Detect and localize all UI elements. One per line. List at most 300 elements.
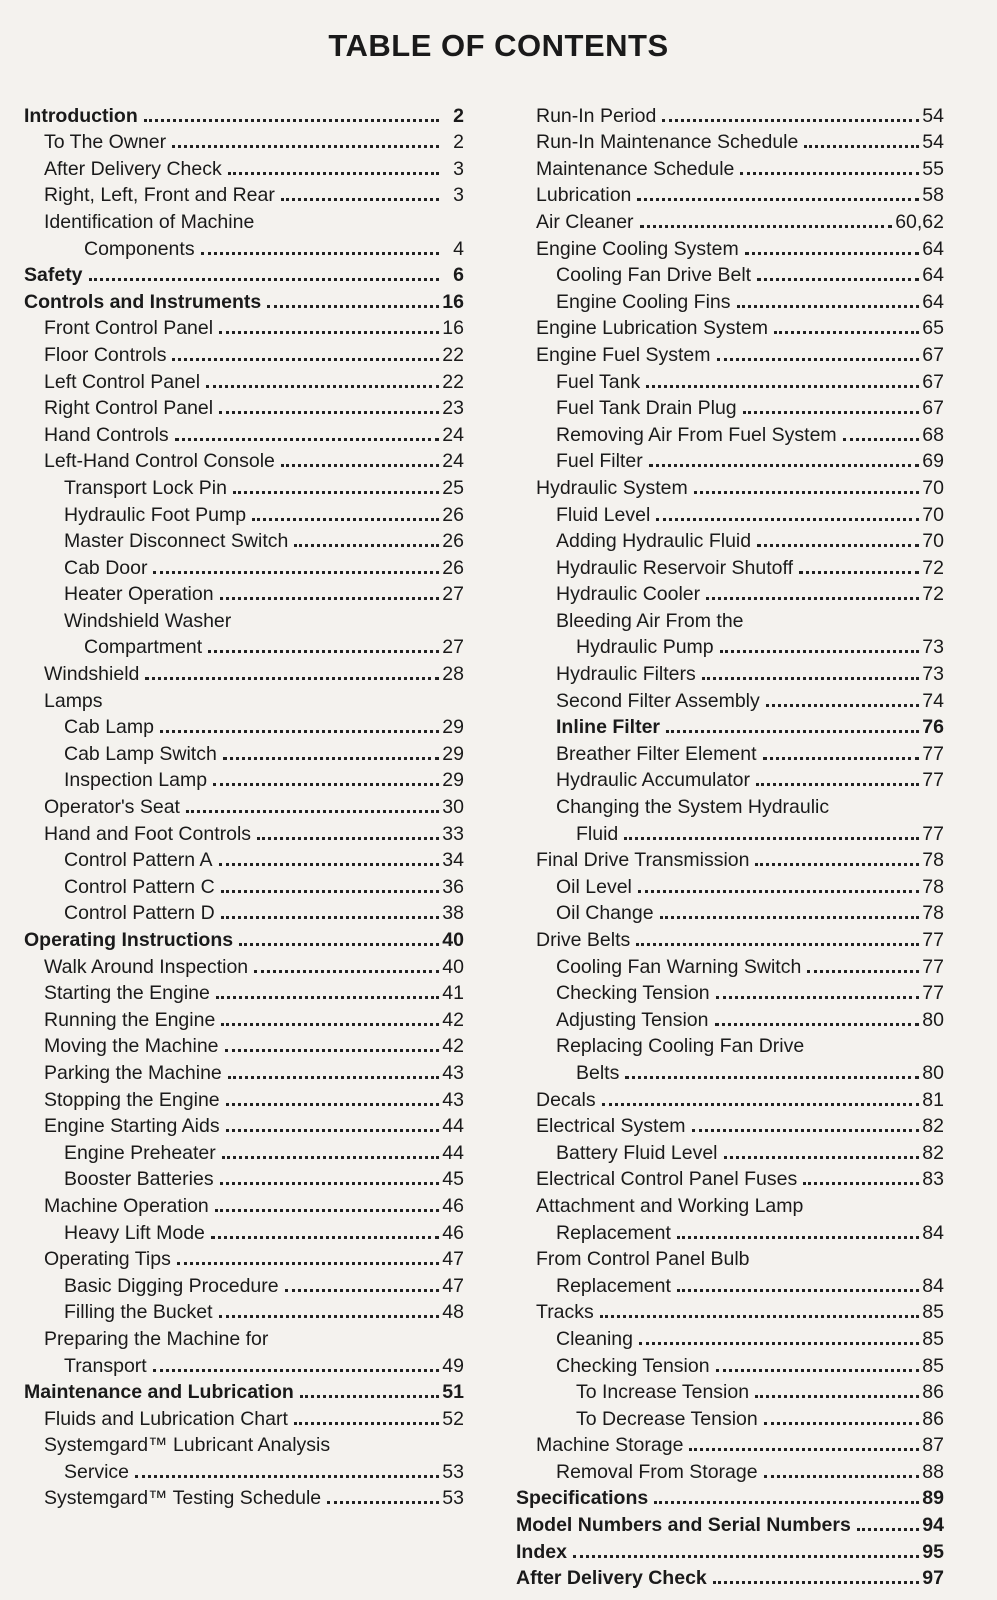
- toc-entry-label: Floor Controls: [44, 343, 167, 366]
- toc-entry-heater-operation[interactable]: [24, 579, 464, 606]
- toc-entry-label: Hand Controls: [44, 423, 169, 446]
- toc-entry-maintenance-and-lubrication[interactable]: [24, 1377, 464, 1404]
- toc-entry-to-increase-tension[interactable]: [516, 1377, 944, 1404]
- toc-entry-page-number: 23: [442, 397, 464, 420]
- toc-entry-label: Cooling Fan Drive Belt: [556, 264, 752, 287]
- toc-entry-page-number: 46: [442, 1194, 464, 1217]
- toc-entry-page-number: 67: [922, 397, 944, 420]
- toc-entry-page-number: 87: [922, 1434, 944, 1457]
- toc-entry-identification-of-machine[interactable]: [24, 206, 464, 233]
- toc-entry-left-hand-control-console[interactable]: [24, 446, 464, 473]
- toc-entry-page-number: 44: [442, 1141, 464, 1164]
- toc-entry-label: After Delivery Check: [44, 157, 222, 180]
- toc-entry-engine-preheater[interactable]: [24, 1137, 464, 1164]
- toc-entry-page-number: 3: [453, 184, 464, 207]
- toc-entry-page-number: 77: [922, 955, 944, 978]
- toc-entry-controls-and-instruments[interactable]: [24, 286, 464, 313]
- toc-entry-hydraulic-filters[interactable]: [516, 658, 944, 685]
- toc-right-column: [516, 100, 944, 1589]
- toc-entry-hydraulic-reservoir-shutoff[interactable]: [516, 552, 944, 579]
- toc-entry-page-number: 42: [442, 1035, 464, 1058]
- dot-leader: [716, 1369, 919, 1372]
- toc-entry-page-number: 36: [442, 875, 464, 898]
- toc-entry-label: Breather Filter Element: [556, 742, 757, 765]
- toc-entry-page-number: 74: [922, 689, 944, 712]
- toc-entry-label: Service: [64, 1460, 130, 1483]
- dot-leader: [715, 1023, 920, 1026]
- dot-leader: [175, 438, 439, 441]
- toc-entry-inspection-lamp[interactable]: [24, 765, 464, 792]
- dot-leader: [145, 677, 439, 680]
- dot-leader: [220, 1182, 439, 1185]
- toc-entry-engine-fuel-system[interactable]: [516, 339, 944, 366]
- dot-leader: [662, 119, 919, 122]
- toc-entry-filling-the-bucket[interactable]: [24, 1297, 464, 1324]
- toc-entry-label: Left-Hand Control Console: [44, 450, 275, 473]
- dot-leader: [689, 1448, 919, 1451]
- dot-leader: [807, 970, 919, 973]
- toc-entry-page-number: 88: [922, 1460, 944, 1483]
- dot-leader: [745, 252, 919, 255]
- toc-entry-label: Cab Lamp: [64, 716, 154, 739]
- toc-entry-label: Right Control Panel: [44, 397, 214, 420]
- toc-entry-label: Machine Operation: [44, 1194, 209, 1217]
- toc-entry-label: Windshield: [44, 663, 140, 686]
- toc-entry-label: Index: [516, 1540, 567, 1563]
- toc-entry-moving-the-machine[interactable]: [24, 1031, 464, 1058]
- toc-entry-control-pattern-c[interactable]: [24, 871, 464, 898]
- toc-entry-inline-filter[interactable]: [516, 712, 944, 739]
- toc-entry-label: Engine Fuel System: [536, 343, 711, 366]
- dot-leader: [216, 996, 439, 999]
- toc-entry-to-decrease-tension[interactable]: [516, 1403, 944, 1430]
- toc-entry-label: Run-In Period: [536, 104, 657, 127]
- toc-entry-label: To Increase Tension: [576, 1381, 750, 1404]
- toc-entry-label: Belts: [576, 1061, 620, 1084]
- dot-leader: [600, 1315, 919, 1318]
- toc-entry-page-number: 80: [922, 1008, 944, 1031]
- toc-entry-heavy-lift-mode[interactable]: [24, 1217, 464, 1244]
- dot-leader: [757, 544, 919, 547]
- toc-entry-lamps[interactable]: [24, 685, 464, 712]
- dot-leader: [766, 704, 919, 707]
- toc-entry-oil-change[interactable]: [516, 898, 944, 925]
- toc-entry-electrical-control-panel-fuses[interactable]: [516, 1164, 944, 1191]
- dot-leader: [220, 597, 439, 600]
- toc-entry-page-number: 6: [453, 264, 464, 287]
- toc-entry-label: Cab Lamp Switch: [64, 742, 217, 765]
- dot-leader: [640, 225, 893, 228]
- dot-leader: [803, 1182, 919, 1185]
- toc-entry-label: Running the Engine: [44, 1008, 216, 1031]
- toc-entry-label: Second Filter Assembly: [556, 689, 760, 712]
- toc-entry-page-number: 51: [442, 1381, 464, 1404]
- dot-leader: [206, 385, 439, 388]
- dot-leader: [764, 1475, 919, 1478]
- toc-entry-windshield[interactable]: [24, 658, 464, 685]
- toc-entry-walk-around-inspection[interactable]: [24, 951, 464, 978]
- toc-entry-label: Run-In Maintenance Schedule: [536, 131, 799, 154]
- toc-entry-page-number: 70: [922, 530, 944, 553]
- dot-leader: [208, 650, 439, 653]
- toc-entry-run-in-period[interactable]: [516, 100, 944, 127]
- toc-entry-engine-lubrication-system[interactable]: [516, 313, 944, 340]
- toc-entry-label: Introduction: [24, 104, 138, 127]
- toc-entry-hydraulic-cooler[interactable]: [516, 579, 944, 606]
- toc-entry-page-number: 46: [442, 1221, 464, 1244]
- toc-entry-adjusting-tension[interactable]: [516, 1004, 944, 1031]
- dot-leader: [677, 1236, 919, 1239]
- dot-leader: [228, 172, 439, 175]
- dot-leader: [654, 1501, 919, 1504]
- dot-leader: [215, 1209, 439, 1212]
- toc-entry-page-number: 26: [442, 556, 464, 579]
- toc-entry-label: Left Control Panel: [44, 370, 201, 393]
- toc-entry-label: Cooling Fan Warning Switch: [556, 955, 802, 978]
- toc-entry-hand-and-foot-controls[interactable]: [24, 818, 464, 845]
- toc-entry-engine-starting-aids[interactable]: [24, 1111, 464, 1138]
- toc-entry-label: Heavy Lift Mode: [64, 1221, 205, 1244]
- dot-leader: [804, 145, 919, 148]
- toc-entry-engine-cooling-system[interactable]: [516, 233, 944, 260]
- toc-entry-page-number: 77: [922, 982, 944, 1005]
- toc-entry-page-number: 83: [922, 1168, 944, 1191]
- toc-entry-page-number: 53: [442, 1460, 464, 1483]
- toc-entry-after-delivery-check[interactable]: [24, 153, 464, 180]
- dot-leader: [774, 331, 919, 334]
- toc-entry-replacing-cooling-fan-drive[interactable]: [516, 1031, 944, 1058]
- toc-entry-page-number: 29: [442, 716, 464, 739]
- toc-entry-from-control-panel-bulb[interactable]: [516, 1244, 944, 1271]
- toc-entry-safety[interactable]: [24, 260, 464, 287]
- toc-entry-page-number: 67: [922, 370, 944, 393]
- toc-entry-label: Transport Lock Pin: [64, 476, 227, 499]
- toc-entry-page-number: 22: [442, 370, 464, 393]
- toc-entry-operator-s-seat[interactable]: [24, 791, 464, 818]
- toc-entry-engine-cooling-fins[interactable]: [516, 286, 944, 313]
- toc-entry-page-number: 41: [442, 982, 464, 1005]
- dot-leader: [713, 1581, 919, 1584]
- toc-entry-master-disconnect-switch[interactable]: [24, 526, 464, 553]
- toc-entry-page-number: 28: [442, 663, 464, 686]
- dot-leader: [267, 305, 439, 308]
- toc-entry-operating-instructions[interactable]: [24, 924, 464, 951]
- dot-leader: [177, 1262, 439, 1265]
- toc-entry-page-number: 82: [922, 1141, 944, 1164]
- toc-entry-label: Tracks: [536, 1301, 594, 1324]
- toc-entry-page-number: 78: [922, 902, 944, 925]
- toc-entry-page-number: 58: [922, 184, 944, 207]
- toc-entry-second-filter-assembly[interactable]: [516, 685, 944, 712]
- dot-leader: [219, 1315, 440, 1318]
- toc-entry-page-number: 45: [442, 1168, 464, 1191]
- dot-leader: [755, 863, 919, 866]
- dot-leader: [211, 1236, 439, 1239]
- dot-leader: [300, 1395, 439, 1398]
- dot-leader: [717, 358, 919, 361]
- toc-entry-label: Decals: [536, 1088, 596, 1111]
- dot-leader: [692, 1129, 919, 1132]
- toc-entry-label: Fuel Tank Drain Plug: [556, 397, 737, 420]
- toc-entry-page-number: 97: [922, 1567, 944, 1590]
- toc-entry-page-number: 86: [922, 1407, 944, 1430]
- dot-leader: [294, 544, 439, 547]
- toc-entry-page-number: 2: [453, 131, 464, 154]
- toc-entry-page-number: 73: [922, 636, 944, 659]
- toc-entry-fluid-level[interactable]: [516, 499, 944, 526]
- toc-entry-cab-lamp[interactable]: [24, 712, 464, 739]
- toc-entry-belts[interactable]: [516, 1057, 944, 1084]
- dot-leader: [144, 119, 439, 122]
- toc-entry-transport-lock-pin[interactable]: [24, 472, 464, 499]
- toc-entry-battery-fluid-level[interactable]: [516, 1137, 944, 1164]
- toc-entry-label: Oil Change: [556, 902, 654, 925]
- dot-leader: [646, 385, 919, 388]
- toc-entry-replacement[interactable]: [516, 1270, 944, 1297]
- toc-entry-label: Heater Operation: [64, 583, 214, 606]
- dot-leader: [737, 305, 919, 308]
- dot-leader: [573, 1555, 919, 1558]
- toc-entry-label: Lubrication: [536, 184, 632, 207]
- dot-leader: [799, 571, 919, 574]
- dot-leader: [660, 916, 919, 919]
- toc-entry-floor-controls[interactable]: [24, 339, 464, 366]
- toc-entry-page-number: 40: [442, 955, 464, 978]
- toc-entry-starting-the-engine[interactable]: [24, 978, 464, 1005]
- toc-entry-page-number: 60,62: [895, 210, 944, 233]
- toc-entry-page-number: 34: [442, 849, 464, 872]
- toc-entry-page-number: 65: [922, 317, 944, 340]
- toc-entry-machine-operation[interactable]: [24, 1190, 464, 1217]
- toc-entry-changing-the-system-hydraulic[interactable]: [516, 791, 944, 818]
- dot-leader: [221, 1023, 439, 1026]
- dot-leader: [716, 996, 919, 999]
- toc-entry-parking-the-machine[interactable]: [24, 1057, 464, 1084]
- toc-entry-cooling-fan-drive-belt[interactable]: [516, 260, 944, 287]
- toc-entry-label: Final Drive Transmission: [536, 849, 750, 872]
- toc-entry-label: Air Cleaner: [536, 210, 634, 233]
- dot-leader: [221, 890, 439, 893]
- dot-leader: [602, 1103, 919, 1106]
- toc-entry-systemgard-lubricant-analysis[interactable]: [24, 1430, 464, 1457]
- toc-entry-page-number: 70: [922, 503, 944, 526]
- toc-entry-compartment[interactable]: [24, 632, 464, 659]
- toc-entry-label: Machine Storage: [536, 1434, 684, 1457]
- toc-entry-final-drive-transmission[interactable]: [516, 845, 944, 872]
- toc-entry-label: From Control Panel Bulb: [536, 1248, 750, 1271]
- dot-leader: [624, 837, 919, 840]
- toc-entry-cab-door[interactable]: [24, 552, 464, 579]
- toc-entry-oil-level[interactable]: [516, 871, 944, 898]
- toc-entry-label: Oil Level: [556, 875, 632, 898]
- toc-entry-label: Replacement: [556, 1221, 671, 1244]
- toc-entry-page-number: 16: [442, 317, 464, 340]
- toc-entry-to-the-owner[interactable]: [24, 127, 464, 154]
- toc-entry-hydraulic-pump[interactable]: [516, 632, 944, 659]
- toc-entry-right-left-front-and-rear[interactable]: [24, 180, 464, 207]
- toc-entry-fuel-tank[interactable]: [516, 366, 944, 393]
- toc-entry-page-number: 4: [453, 237, 464, 260]
- toc-entry-label: Hydraulic Cooler: [556, 583, 701, 606]
- toc-entry-page-number: 47: [442, 1274, 464, 1297]
- toc-entry-label: Walk Around Inspection: [44, 955, 249, 978]
- toc-entry-label: Replacement: [556, 1274, 671, 1297]
- toc-entry-label: Inspection Lamp: [64, 769, 208, 792]
- toc-entry-label: Model Numbers and Serial Numbers: [516, 1514, 851, 1537]
- toc-entry-label: Basic Digging Procedure: [64, 1274, 279, 1297]
- dot-leader: [327, 1501, 439, 1504]
- toc-entry-breather-filter-element[interactable]: [516, 738, 944, 765]
- toc-entry-label: Fluids and Lubrication Chart: [44, 1407, 288, 1430]
- dot-leader: [756, 783, 919, 786]
- dot-leader: [153, 571, 439, 574]
- dot-leader: [201, 252, 439, 255]
- toc-entry-service[interactable]: [24, 1456, 464, 1483]
- dot-leader: [706, 597, 919, 600]
- dot-leader: [226, 1129, 439, 1132]
- toc-entry-bleeding-air-from-the[interactable]: [516, 605, 944, 632]
- toc-entry-front-control-panel[interactable]: [24, 313, 464, 340]
- toc-entry-label: Attachment and Working Lamp: [536, 1194, 804, 1217]
- toc-entry-page-number: 64: [922, 264, 944, 287]
- toc-entry-components[interactable]: [24, 233, 464, 260]
- toc-entry-systemgard-testing-schedule[interactable]: [24, 1483, 464, 1510]
- toc-entry-air-cleaner[interactable]: [516, 206, 944, 233]
- toc-entry-page-number: 77: [922, 822, 944, 845]
- toc-entry-fuel-tank-drain-plug[interactable]: [516, 393, 944, 420]
- toc-entry-label: Hydraulic Foot Pump: [64, 503, 247, 526]
- toc-entry-control-pattern-a[interactable]: [24, 845, 464, 872]
- toc-entry-label: Safety: [24, 264, 83, 287]
- toc-entry-page-number: 49: [442, 1354, 464, 1377]
- toc-entry-checking-tension[interactable]: [516, 978, 944, 1005]
- dot-leader: [186, 810, 439, 813]
- toc-entry-electrical-system[interactable]: [516, 1111, 944, 1138]
- toc-entry-page-number: 55: [922, 157, 944, 180]
- toc-entry-page-number: 95: [922, 1540, 944, 1563]
- toc-entry-checking-tension[interactable]: [516, 1350, 944, 1377]
- toc-entry-operating-tips[interactable]: [24, 1244, 464, 1271]
- dot-leader: [649, 464, 919, 467]
- toc-entry-page-number: 53: [442, 1487, 464, 1510]
- toc-entry-preparing-the-machine-for[interactable]: [24, 1323, 464, 1350]
- toc-entry-hydraulic-foot-pump[interactable]: [24, 499, 464, 526]
- dot-leader: [219, 411, 439, 414]
- toc-entry-right-control-panel[interactable]: [24, 393, 464, 420]
- toc-entry-page-number: 67: [922, 343, 944, 366]
- toc-entry-cab-lamp-switch[interactable]: [24, 738, 464, 765]
- toc-entry-after-delivery-check[interactable]: [516, 1563, 944, 1590]
- toc-entry-windshield-washer[interactable]: [24, 605, 464, 632]
- toc-entry-page-number: 85: [922, 1301, 944, 1324]
- toc-entry-page-number: 29: [442, 769, 464, 792]
- dot-leader: [172, 145, 439, 148]
- dot-leader: [639, 1342, 919, 1345]
- dot-leader: [228, 1076, 439, 1079]
- toc-entry-label: Fluid Level: [556, 503, 651, 526]
- toc-entry-index[interactable]: [516, 1536, 944, 1563]
- toc-entry-running-the-engine[interactable]: [24, 1004, 464, 1031]
- toc-entry-label: Hydraulic Reservoir Shutoff: [556, 556, 793, 579]
- toc-entry-removal-from-storage[interactable]: [516, 1456, 944, 1483]
- toc-entry-label: Maintenance and Lubrication: [24, 1381, 294, 1404]
- toc-entry-page-number: 72: [922, 556, 944, 579]
- toc-entry-page-number: 40: [442, 929, 464, 951]
- toc-entry-hydraulic-system[interactable]: [516, 472, 944, 499]
- toc-entry-label: Fuel Tank: [556, 370, 641, 393]
- toc-entry-page-number: 78: [922, 875, 944, 898]
- toc-entry-removing-air-from-fuel-system[interactable]: [516, 419, 944, 446]
- toc-entry-tracks[interactable]: [516, 1297, 944, 1324]
- toc-entry-page-number: 85: [922, 1354, 944, 1377]
- toc-entry-page-number: 86: [922, 1381, 944, 1404]
- toc-entry-transport[interactable]: [24, 1350, 464, 1377]
- toc-entry-stopping-the-engine[interactable]: [24, 1084, 464, 1111]
- dot-leader: [294, 1422, 439, 1425]
- toc-entry-page-number: 69: [922, 450, 944, 473]
- toc-entry-booster-batteries[interactable]: [24, 1164, 464, 1191]
- toc-entry-adding-hydraulic-fluid[interactable]: [516, 526, 944, 553]
- toc-entry-maintenance-schedule[interactable]: [516, 153, 944, 180]
- toc-entry-page-number: 43: [442, 1088, 464, 1111]
- toc-entry-label: Electrical System: [536, 1115, 686, 1138]
- toc-entry-label: Cab Door: [64, 556, 148, 579]
- toc-entry-cleaning[interactable]: [516, 1323, 944, 1350]
- toc-entry-label: Removal From Storage: [556, 1460, 758, 1483]
- toc-entry-decals[interactable]: [516, 1084, 944, 1111]
- toc-entry-page-number: 85: [922, 1327, 944, 1350]
- toc-entry-label: Cleaning: [556, 1327, 633, 1350]
- toc-entry-fluid[interactable]: [516, 818, 944, 845]
- toc-entry-fuel-filter[interactable]: [516, 446, 944, 473]
- toc-entry-label: Removing Air From Fuel System: [556, 423, 837, 446]
- toc-entry-hand-controls[interactable]: [24, 419, 464, 446]
- dot-leader: [223, 757, 439, 760]
- toc-entry-label: Bleeding Air From the: [556, 609, 744, 632]
- toc-entry-model-numbers-and-serial-numbers[interactable]: [516, 1509, 944, 1536]
- toc-entry-replacement[interactable]: [516, 1217, 944, 1244]
- toc-entry-introduction[interactable]: [24, 100, 464, 127]
- toc-entry-page-number: 70: [922, 476, 944, 499]
- toc-entry-attachment-and-working-lamp[interactable]: [516, 1190, 944, 1217]
- toc-entry-label: Control Pattern C: [64, 875, 215, 898]
- toc-entry-label: Engine Cooling System: [536, 237, 739, 260]
- toc-entry-page-number: 43: [442, 1061, 464, 1084]
- dot-leader: [694, 491, 919, 494]
- toc-entry-label: Stopping the Engine: [44, 1088, 220, 1111]
- dot-leader: [755, 1395, 919, 1398]
- toc-entry-cooling-fan-warning-switch[interactable]: [516, 951, 944, 978]
- toc-entry-hydraulic-accumulator[interactable]: [516, 765, 944, 792]
- toc-entry-basic-digging-procedure[interactable]: [24, 1270, 464, 1297]
- dot-leader: [656, 518, 919, 521]
- toc-entry-machine-storage[interactable]: [516, 1430, 944, 1457]
- toc-entry-control-pattern-d[interactable]: [24, 898, 464, 925]
- toc-entry-label: Moving the Machine: [44, 1035, 219, 1058]
- toc-entry-run-in-maintenance-schedule[interactable]: [516, 127, 944, 154]
- dot-leader: [638, 890, 919, 893]
- toc-entry-specifications[interactable]: [516, 1483, 944, 1510]
- toc-entry-page-number: 30: [442, 796, 464, 819]
- toc-entry-drive-belts[interactable]: [516, 924, 944, 951]
- toc-entry-page-number: 38: [442, 902, 464, 925]
- dot-leader: [740, 172, 919, 175]
- toc-entry-label: Engine Preheater: [64, 1141, 216, 1164]
- toc-entry-left-control-panel[interactable]: [24, 366, 464, 393]
- toc-entry-label: Hydraulic Filters: [556, 663, 696, 686]
- toc-entry-lubrication[interactable]: [516, 180, 944, 207]
- toc-entry-fluids-and-lubrication-chart[interactable]: [24, 1403, 464, 1430]
